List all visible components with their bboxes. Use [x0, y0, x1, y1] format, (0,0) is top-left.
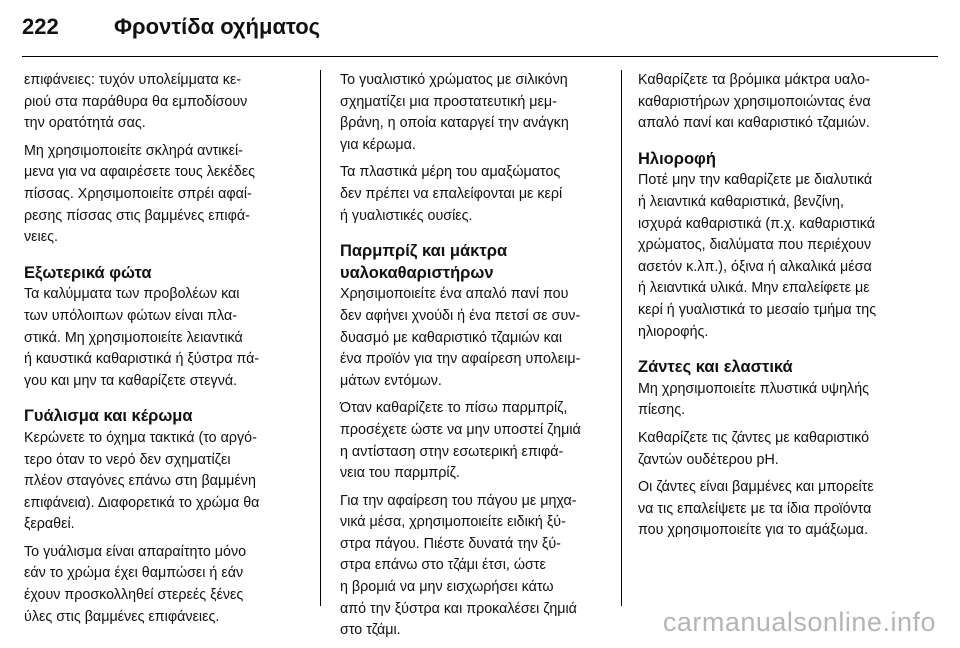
text-line: Καθαρίζετε τα βρόμικα μάκτρα υαλο- — [638, 72, 870, 88]
text-line: στρα πάγου. Πιέστε δυνατά την ξύ- — [340, 535, 561, 552]
text-column-1 — [24, 70, 310, 634]
section-heading — [638, 357, 924, 379]
watermark: carmanualsonline.info — [662, 607, 936, 637]
text-line: υαλοκαθαριστήρων — [340, 263, 494, 282]
text-column-3 — [638, 70, 924, 548]
text-line: η βρομιά να μην εισχωρήσει κάτω — [340, 579, 554, 596]
text-line: από την ξύστρα και προκαλέσει ζημιά — [340, 600, 577, 617]
text-line: βράνη, η οποία καταργεί την ανάγκη — [340, 115, 569, 132]
text-line: πίεσης. — [638, 402, 686, 419]
text-line: ή καυστικά καθαριστικά ή ξύστρα πά- — [24, 351, 260, 368]
text-line: έχουν προσκολληθεί στερεές ξένες — [24, 587, 244, 604]
text-line: τερο όταν το νερό δεν σχηματίζει — [24, 451, 231, 468]
text-line: ένα προϊόν για την αφαίρεση υπολειμ- — [340, 351, 581, 368]
paragraph — [638, 70, 924, 135]
paragraph — [638, 170, 924, 343]
text-line: των υπόλοιπων φώτων είναι πλα- — [24, 307, 237, 324]
paragraph — [638, 477, 924, 542]
text-line: πλέον σταγόνες επάνω στη βαμμένη — [24, 473, 256, 490]
page-header — [22, 14, 320, 50]
text-line: στο τζάμι. — [340, 622, 401, 639]
text-line: ασετόν κ.λπ.), όξινα ή αλκαλικά μέσα — [638, 258, 872, 275]
text-line: Κερώνετε το όχημα τακτικά (το αργό- — [24, 429, 257, 446]
text-line: Παρμπρίζ και μάκτρα — [340, 242, 508, 261]
text-line: ριού στα παράθυρα θα εμποδίσουν — [24, 93, 248, 110]
paragraph — [24, 141, 310, 249]
text-line: ισχυρά καθαριστικά (π.χ. καθαριστικά — [638, 215, 876, 232]
section-heading — [638, 149, 924, 171]
paragraph — [340, 398, 626, 484]
text-line: η αντίσταση στην εσωτερική επιφά- — [340, 443, 564, 460]
text-line: ύλες στις βαμμένες επιφάνειες. — [24, 608, 220, 625]
text-line: εάν το χρώμα έχει θαμπώσει ή εάν — [24, 565, 244, 582]
text-line: να τις επαλείψετε με τα ίδια προϊόντα — [638, 500, 872, 517]
text-line: Το γυαλιστικό χρώματος με σιλικόνη — [340, 72, 568, 88]
paragraph — [340, 162, 626, 227]
column-divider — [621, 70, 622, 606]
text-line: μενα για να αφαιρέσετε τους λεκέδες — [24, 164, 255, 181]
paragraph — [24, 428, 310, 536]
text-line: χρώματος, διαλύματα που περιέχουν — [638, 237, 872, 254]
text-line: Ποτέ μην την καθαρίζετε με διαλυτικά — [638, 172, 873, 189]
text-line: Γυάλισμα και κέρωμα — [24, 407, 193, 426]
text-line: Εξωτερικά φώτα — [24, 263, 152, 282]
text-line: επιφάνειες: τυχόν υπολείμματα κε- — [24, 72, 242, 88]
page-number: 222 — [22, 14, 59, 39]
text-line: νικά μέσα, χρησιμοποιείτε ειδική ξύ- — [340, 514, 566, 531]
paragraph — [638, 379, 924, 422]
text-line: ξεραθεί. — [24, 516, 75, 533]
text-line: Χρησιμοποιείτε ένα απαλό πανί που — [340, 286, 569, 303]
text-line: Οι ζάντες είναι βαμμένες και μπορείτε — [638, 479, 874, 496]
paragraph — [340, 491, 626, 642]
text-line: νεια του παρμπρίζ. — [340, 465, 460, 482]
text-line: Τα πλαστικά μέρη του αμαξώματος — [340, 164, 561, 181]
text-line: απαλό πανί και καθαριστικό τζαμιών. — [638, 115, 870, 132]
text-line: νειες. — [24, 229, 58, 246]
text-line: Μη χρησιμοποιείτε σκληρά αντικεί- — [24, 142, 243, 159]
text-line: για κέρωμα. — [340, 136, 416, 153]
text-line: προσέχετε ώστε να μην υποστεί ζημιά — [340, 421, 581, 438]
text-line: Τα καλύμματα των προβολέων και — [24, 286, 240, 303]
text-line: σχηματίζει μια προστατευτική μεμ- — [340, 93, 557, 110]
section-heading — [24, 263, 310, 285]
text-line: δεν αφήνει χνούδι ή ένα πετσί σε συν- — [340, 307, 581, 324]
paragraph — [24, 284, 310, 392]
paragraph — [638, 428, 924, 471]
section-heading — [24, 406, 310, 428]
text-line: καθαριστήρων χρησιμοποιώντας ένα — [638, 93, 871, 110]
text-line: επιφάνεια). Διαφορετικά το χρώμα θα — [24, 494, 260, 511]
text-line: Όταν καθαρίζετε το πίσω παρμπρίζ, — [340, 400, 568, 417]
text-line: ή γυαλιστικές ουσίες. — [340, 207, 473, 224]
text-line: Μη χρησιμοποιείτε πλυστικά υψηλής — [638, 380, 870, 397]
section-heading — [340, 241, 626, 284]
text-line: πίσσας. Χρησιμοποιείτε σπρέι αφαί- — [24, 185, 252, 202]
text-line: ηλιοροφής. — [638, 323, 709, 340]
text-column-2 — [340, 70, 626, 648]
text-line: γου και μην τα καθαρίζετε στεγνά. — [24, 372, 238, 389]
text-line: Καθαρίζετε τις ζάντες με καθαριστικό — [638, 429, 870, 446]
text-line: δυασμό με καθαριστικό τζαμιών και — [340, 329, 563, 346]
page-title: Φροντίδα οχήματος — [114, 14, 321, 39]
paragraph — [24, 70, 310, 135]
text-line: κερί ή γυαλιστικά το μεσαίο τμήμα της — [638, 301, 877, 318]
paragraph — [340, 284, 626, 392]
paragraph — [24, 542, 310, 628]
text-line: Ζάντες και ελαστικά — [638, 358, 793, 377]
text-line: την ορατότητά σας. — [24, 115, 146, 132]
text-line: ρεσης πίσσας στις βαμμένες επιφά- — [24, 207, 250, 224]
text-line: μάτων εντόμων. — [340, 372, 442, 389]
header-rule — [22, 56, 938, 57]
column-divider — [320, 70, 321, 606]
text-line: ή λειαντικά υλικά. Μην επαλείφετε με — [638, 280, 870, 297]
text-line: στικά. Μη χρησιμοποιείτε λειαντικά — [24, 329, 243, 346]
text-line: στρα επάνω στο τζάμι έτσι, ώστε — [340, 557, 546, 574]
text-line: ή λειαντικά καθαριστικά, βενζίνη, — [638, 193, 844, 210]
text-line: Το γυάλισμα είναι απαραίτητο μόνο — [24, 543, 247, 560]
paragraph — [340, 70, 626, 156]
text-line: Για την αφαίρεση του πάγου με μηχα- — [340, 492, 577, 509]
text-line: δεν πρέπει να επαλείφονται με κερί — [340, 185, 563, 202]
text-line: που χρησιμοποιείτε για το αμάξωμα. — [638, 522, 869, 539]
text-line: Ηλιοροφή — [638, 149, 716, 168]
text-line: ζαντών ουδέτερου pH. — [638, 451, 779, 468]
